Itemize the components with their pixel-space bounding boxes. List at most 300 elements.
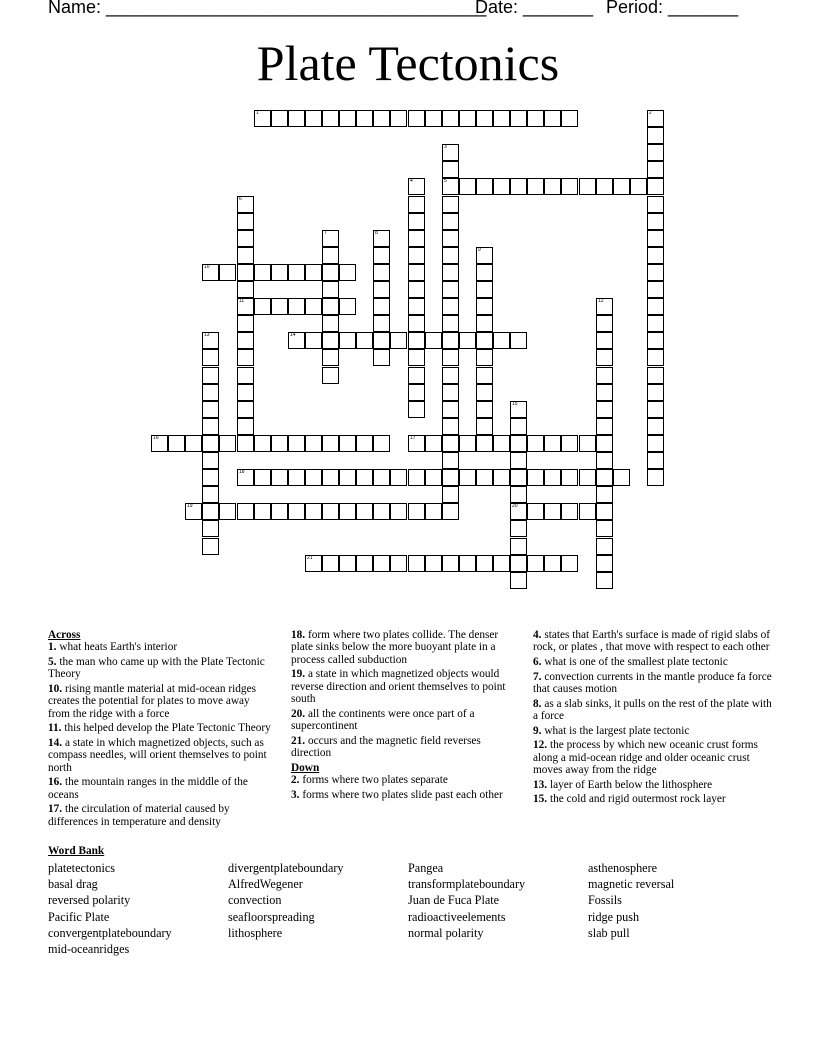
crossword-cell[interactable] xyxy=(202,538,219,555)
crossword-cell[interactable] xyxy=(510,418,527,435)
crossword-cell[interactable] xyxy=(476,555,493,572)
crossword-cell[interactable] xyxy=(647,178,664,195)
crossword-cell[interactable] xyxy=(339,332,356,349)
crossword-cell[interactable] xyxy=(510,435,527,452)
crossword-cell[interactable] xyxy=(288,503,305,520)
crossword-cell[interactable] xyxy=(408,401,425,418)
crossword-cell[interactable] xyxy=(390,555,407,572)
crossword-cell[interactable] xyxy=(373,349,390,366)
crossword-cell[interactable] xyxy=(390,110,407,127)
crossword-cell[interactable] xyxy=(237,384,254,401)
crossword-cell[interactable] xyxy=(596,298,613,315)
crossword-cell[interactable] xyxy=(322,367,339,384)
clue-across: 5. the man who came up with the Plate Tectonic Theory xyxy=(48,656,265,681)
crossword-cell[interactable] xyxy=(202,435,219,452)
crossword-cell[interactable] xyxy=(476,367,493,384)
crossword-cell[interactable] xyxy=(356,555,373,572)
crossword-cell[interactable] xyxy=(442,298,459,315)
crossword-cell[interactable] xyxy=(322,247,339,264)
crossword-cell[interactable] xyxy=(408,555,425,572)
crossword-cell[interactable] xyxy=(288,298,305,315)
crossword-cell[interactable] xyxy=(408,384,425,401)
crossword-cell[interactable] xyxy=(442,161,459,178)
crossword-cell[interactable] xyxy=(237,281,254,298)
crossword-cell[interactable] xyxy=(442,230,459,247)
crossword-cell[interactable] xyxy=(476,401,493,418)
crossword-cell[interactable] xyxy=(373,469,390,486)
clue-down: 12. the process by which new oceanic crust forms along a mid-ocean ridge and older oceanic crust moves away from the ridge xyxy=(533,739,758,776)
crossword-cell[interactable] xyxy=(237,247,254,264)
crossword-cell[interactable] xyxy=(202,520,219,537)
clue-number: 13 xyxy=(204,332,210,338)
crossword-cell[interactable] xyxy=(544,178,561,195)
crossword-cell[interactable] xyxy=(202,418,219,435)
word-bank-item: convection xyxy=(228,893,282,908)
crossword-cell[interactable] xyxy=(408,178,425,195)
crossword-cell[interactable] xyxy=(442,110,459,127)
word-bank-item: radioactiveelements xyxy=(408,909,506,924)
crossword-cell[interactable] xyxy=(476,110,493,127)
crossword-cell[interactable] xyxy=(425,332,442,349)
crossword-cell[interactable] xyxy=(510,178,527,195)
crossword-cell[interactable] xyxy=(237,332,254,349)
crossword-cell[interactable] xyxy=(202,486,219,503)
crossword-cell[interactable] xyxy=(596,520,613,537)
crossword-cell[interactable] xyxy=(322,281,339,298)
crossword-cell[interactable] xyxy=(510,452,527,469)
clue-number: 1 xyxy=(256,110,259,116)
crossword-cell[interactable] xyxy=(510,332,527,349)
crossword-cell[interactable] xyxy=(647,110,664,127)
crossword-cell[interactable] xyxy=(288,469,305,486)
crossword-cell[interactable] xyxy=(339,110,356,127)
crossword-cell[interactable] xyxy=(510,503,527,520)
crossword-cell[interactable] xyxy=(237,264,254,281)
crossword-cell[interactable] xyxy=(237,298,254,315)
crossword-cell[interactable] xyxy=(493,555,510,572)
word-bank-item: basal drag xyxy=(48,877,98,892)
name-field: Name: ______________________________________ xyxy=(48,0,487,17)
crossword-cell[interactable] xyxy=(373,555,390,572)
clue-number: 7 xyxy=(324,230,327,236)
crossword-cell[interactable] xyxy=(647,213,664,230)
crossword-cell[interactable] xyxy=(390,469,407,486)
crossword-cell[interactable] xyxy=(442,281,459,298)
crossword-cell[interactable] xyxy=(476,281,493,298)
crossword-cell[interactable] xyxy=(442,435,459,452)
crossword-cell[interactable] xyxy=(373,110,390,127)
crossword-cell[interactable] xyxy=(596,435,613,452)
crossword-cell[interactable] xyxy=(373,332,390,349)
crossword-cell[interactable] xyxy=(596,572,613,589)
crossword-cell[interactable] xyxy=(596,367,613,384)
crossword-cell[interactable] xyxy=(596,503,613,520)
crossword-cell[interactable] xyxy=(288,332,305,349)
crossword-cell[interactable] xyxy=(219,435,236,452)
crossword-cell[interactable] xyxy=(561,110,578,127)
crossword-cell[interactable] xyxy=(237,196,254,213)
clue-number: 16 xyxy=(153,435,159,441)
crossword-cell[interactable] xyxy=(493,469,510,486)
crossword-cell[interactable] xyxy=(596,401,613,418)
crossword-cell[interactable] xyxy=(305,435,322,452)
crossword-cell[interactable] xyxy=(237,401,254,418)
word-bank-item: convergentplateboundary xyxy=(48,925,172,940)
crossword-cell[interactable] xyxy=(305,110,322,127)
crossword-cell[interactable] xyxy=(596,178,613,195)
crossword-cell[interactable] xyxy=(185,435,202,452)
crossword-cell[interactable] xyxy=(288,110,305,127)
crossword-cell[interactable] xyxy=(390,503,407,520)
word-bank-item: AlfredWegener xyxy=(228,877,303,892)
crossword-cell[interactable] xyxy=(544,469,561,486)
crossword-cell[interactable] xyxy=(596,332,613,349)
crossword-cell[interactable] xyxy=(647,469,664,486)
crossword-cell[interactable] xyxy=(408,298,425,315)
crossword-cell[interactable] xyxy=(647,367,664,384)
crossword-cell[interactable] xyxy=(647,161,664,178)
crossword-cell[interactable] xyxy=(408,213,425,230)
crossword-cell[interactable] xyxy=(442,264,459,281)
crossword-cell[interactable] xyxy=(408,230,425,247)
crossword-cell[interactable] xyxy=(476,384,493,401)
clue-number: 20 xyxy=(512,503,518,509)
crossword-cell[interactable] xyxy=(630,178,647,195)
crossword-cell[interactable] xyxy=(151,435,168,452)
crossword-cell[interactable] xyxy=(476,349,493,366)
crossword-cell[interactable] xyxy=(527,469,544,486)
crossword-cell[interactable] xyxy=(339,469,356,486)
crossword-cell[interactable] xyxy=(647,315,664,332)
crossword-cell[interactable] xyxy=(254,435,271,452)
crossword-cell[interactable] xyxy=(510,572,527,589)
crossword-cell[interactable] xyxy=(408,196,425,213)
crossword-cell[interactable] xyxy=(442,367,459,384)
clue-number: 12 xyxy=(598,298,604,304)
crossword-cell[interactable] xyxy=(271,264,288,281)
crossword-cell[interactable] xyxy=(202,452,219,469)
crossword-cell[interactable] xyxy=(510,401,527,418)
crossword-cell[interactable] xyxy=(322,435,339,452)
clue-number: 5 xyxy=(444,178,447,184)
crossword-cell[interactable] xyxy=(647,401,664,418)
clue-across: 17. the circulation of material caused by differences in temperature and density xyxy=(48,803,230,828)
crossword-cell[interactable] xyxy=(237,435,254,452)
crossword-cell[interactable] xyxy=(168,435,185,452)
crossword-cell[interactable] xyxy=(254,298,271,315)
crossword-cell[interactable] xyxy=(647,281,664,298)
crossword-cell[interactable] xyxy=(613,178,630,195)
crossword-cell[interactable] xyxy=(561,178,578,195)
clue-across: 19. a state in which magnetized objects would reverse direction and orient themselves to point south xyxy=(291,668,506,706)
crossword-cell[interactable] xyxy=(202,503,219,520)
word-bank-item: Fossils xyxy=(588,893,622,908)
crossword-cell[interactable] xyxy=(425,503,442,520)
crossword-cell[interactable] xyxy=(561,503,578,520)
word-bank-item: asthenosphere xyxy=(588,861,658,875)
crossword-cell[interactable] xyxy=(647,264,664,281)
crossword-cell[interactable] xyxy=(271,298,288,315)
crossword-cell[interactable] xyxy=(442,418,459,435)
crossword-cell[interactable] xyxy=(476,264,493,281)
crossword-cell[interactable] xyxy=(202,384,219,401)
crossword-cell[interactable] xyxy=(202,264,219,281)
crossword-cell[interactable] xyxy=(408,110,425,127)
crossword-cell[interactable] xyxy=(442,486,459,503)
crossword-cell[interactable] xyxy=(339,503,356,520)
crossword-cell[interactable] xyxy=(288,264,305,281)
crossword-cell[interactable] xyxy=(237,213,254,230)
word-bank-item: platetectonics xyxy=(48,861,116,875)
crossword-cell[interactable] xyxy=(373,315,390,332)
crossword-cell[interactable] xyxy=(373,298,390,315)
crossword-cell[interactable] xyxy=(459,435,476,452)
crossword-cell[interactable] xyxy=(356,332,373,349)
crossword-cell[interactable] xyxy=(425,435,442,452)
crossword-cell[interactable] xyxy=(254,503,271,520)
crossword-cell[interactable] xyxy=(408,435,425,452)
crossword-cell[interactable] xyxy=(510,486,527,503)
clue-number: 2 xyxy=(649,110,652,116)
crossword-cell[interactable] xyxy=(442,452,459,469)
crossword-cell[interactable] xyxy=(442,401,459,418)
crossword-cell[interactable] xyxy=(237,349,254,366)
crossword-cell[interactable] xyxy=(459,469,476,486)
crossword-cell[interactable] xyxy=(322,555,339,572)
crossword-cell[interactable] xyxy=(305,332,322,349)
crossword-cell[interactable] xyxy=(254,469,271,486)
crossword-cell[interactable] xyxy=(322,264,339,281)
crossword-cell[interactable] xyxy=(408,332,425,349)
crossword-cell[interactable] xyxy=(202,469,219,486)
crossword-cell[interactable] xyxy=(579,503,596,520)
crossword-cell[interactable] xyxy=(579,469,596,486)
crossword-cell[interactable] xyxy=(442,469,459,486)
crossword-cell[interactable] xyxy=(476,298,493,315)
crossword-cell[interactable] xyxy=(425,469,442,486)
crossword-cell[interactable] xyxy=(476,418,493,435)
crossword-cell[interactable] xyxy=(322,298,339,315)
crossword-cell[interactable] xyxy=(561,555,578,572)
crossword-cell[interactable] xyxy=(339,264,356,281)
crossword-cell[interactable] xyxy=(322,503,339,520)
crossword-cell[interactable] xyxy=(527,555,544,572)
crossword-cell[interactable] xyxy=(476,315,493,332)
crossword-cell[interactable] xyxy=(442,196,459,213)
crossword-cell[interactable] xyxy=(647,418,664,435)
crossword-cell[interactable] xyxy=(442,503,459,520)
crossword-cell[interactable] xyxy=(271,469,288,486)
crossword-cell[interactable] xyxy=(476,178,493,195)
crossword-cell[interactable] xyxy=(305,264,322,281)
crossword-cell[interactable] xyxy=(459,178,476,195)
crossword-cell[interactable] xyxy=(288,435,305,452)
crossword-cell[interactable] xyxy=(510,538,527,555)
crossword-cell[interactable] xyxy=(408,503,425,520)
crossword-cell[interactable] xyxy=(442,144,459,161)
crossword-cell[interactable] xyxy=(596,452,613,469)
crossword-cell[interactable] xyxy=(202,401,219,418)
crossword-cell[interactable] xyxy=(185,503,202,520)
crossword-cell[interactable] xyxy=(305,298,322,315)
crossword-cell[interactable] xyxy=(237,230,254,247)
crossword-cell[interactable] xyxy=(596,555,613,572)
crossword-cell[interactable] xyxy=(647,349,664,366)
crossword-cell[interactable] xyxy=(373,264,390,281)
crossword-cell[interactable] xyxy=(544,503,561,520)
crossword-cell[interactable] xyxy=(373,503,390,520)
crossword-cell[interactable] xyxy=(647,230,664,247)
crossword-cell[interactable] xyxy=(510,555,527,572)
crossword-cell[interactable] xyxy=(544,110,561,127)
crossword-cell[interactable] xyxy=(373,230,390,247)
crossword-cell[interactable] xyxy=(476,469,493,486)
crossword-cell[interactable] xyxy=(356,469,373,486)
crossword-cell[interactable] xyxy=(527,503,544,520)
clue-number: 6 xyxy=(239,196,242,202)
crossword-cell[interactable] xyxy=(356,435,373,452)
crossword-cell[interactable] xyxy=(356,503,373,520)
crossword-cell[interactable] xyxy=(476,247,493,264)
crossword-cell[interactable] xyxy=(322,332,339,349)
crossword-cell[interactable] xyxy=(202,349,219,366)
crossword-cell[interactable] xyxy=(339,555,356,572)
crossword-cell[interactable] xyxy=(647,298,664,315)
crossword-cell[interactable] xyxy=(237,315,254,332)
crossword-cell[interactable] xyxy=(647,332,664,349)
crossword-cell[interactable] xyxy=(647,452,664,469)
crossword-cell[interactable] xyxy=(442,178,459,195)
crossword-cell[interactable] xyxy=(425,555,442,572)
crossword-cell[interactable] xyxy=(322,469,339,486)
crossword-cell[interactable] xyxy=(322,110,339,127)
crossword-cell[interactable] xyxy=(493,435,510,452)
crossword-cell[interactable] xyxy=(408,281,425,298)
crossword-cell[interactable] xyxy=(544,435,561,452)
clue-number: 11 xyxy=(239,298,245,304)
crossword-cell[interactable] xyxy=(613,469,630,486)
crossword-cell[interactable] xyxy=(510,110,527,127)
crossword-cell[interactable] xyxy=(339,298,356,315)
crossword-cell[interactable] xyxy=(202,367,219,384)
crossword-cell[interactable] xyxy=(596,469,613,486)
crossword-cell[interactable] xyxy=(596,384,613,401)
crossword-cell[interactable] xyxy=(442,555,459,572)
word-bank-column xyxy=(48,860,172,957)
crossword-cell[interactable] xyxy=(647,144,664,161)
crossword-cell[interactable] xyxy=(373,281,390,298)
crossword-cell[interactable] xyxy=(459,110,476,127)
crossword-cell[interactable] xyxy=(322,230,339,247)
crossword-cell[interactable] xyxy=(237,418,254,435)
crossword-cell[interactable] xyxy=(219,264,236,281)
crossword-cell[interactable] xyxy=(237,469,254,486)
word-bank-item: magnetic reversal xyxy=(588,877,675,892)
crossword-cell[interactable] xyxy=(442,247,459,264)
crossword-cell[interactable] xyxy=(322,315,339,332)
crossword-cell[interactable] xyxy=(493,178,510,195)
crossword-cell[interactable] xyxy=(408,247,425,264)
crossword-cell[interactable] xyxy=(442,315,459,332)
crossword-cell[interactable] xyxy=(561,469,578,486)
crossword-cell[interactable] xyxy=(647,127,664,144)
crossword-cell[interactable] xyxy=(527,110,544,127)
crossword-cell[interactable] xyxy=(237,367,254,384)
crossword-cell[interactable] xyxy=(442,384,459,401)
crossword-cell[interactable] xyxy=(408,349,425,366)
crossword-cell[interactable] xyxy=(271,435,288,452)
crossword-cell[interactable] xyxy=(459,555,476,572)
clue-number: 19 xyxy=(187,503,193,509)
crossword-cell[interactable] xyxy=(305,555,322,572)
crossword-cell[interactable] xyxy=(476,332,493,349)
crossword-cell[interactable] xyxy=(373,247,390,264)
crossword-cell[interactable] xyxy=(510,469,527,486)
crossword-cell[interactable] xyxy=(425,110,442,127)
crossword-cell[interactable] xyxy=(442,213,459,230)
crossword-cell[interactable] xyxy=(493,110,510,127)
crossword-cell[interactable] xyxy=(596,315,613,332)
crossword-cell[interactable] xyxy=(254,264,271,281)
crossword-cell[interactable] xyxy=(408,367,425,384)
crossword-cell[interactable] xyxy=(408,264,425,281)
crossword-cell[interactable] xyxy=(408,315,425,332)
clue-number: 17 xyxy=(410,435,416,441)
crossword-cell[interactable] xyxy=(271,110,288,127)
crossword-cell[interactable] xyxy=(373,435,390,452)
clue-down: 4. states that Earth's surface is made of rigid slabs of rock, or plates , that move with respect to each other xyxy=(533,629,771,654)
crossword-cell[interactable] xyxy=(596,486,613,503)
word-bank-item: Pacific Plate xyxy=(48,909,110,924)
crossword-cell[interactable] xyxy=(356,110,373,127)
crossword-cell[interactable] xyxy=(561,435,578,452)
crossword-cell[interactable] xyxy=(596,538,613,555)
crossword-cell[interactable] xyxy=(202,332,219,349)
crossword-cell[interactable] xyxy=(596,418,613,435)
crossword-cell[interactable] xyxy=(647,196,664,213)
crossword-cell[interactable] xyxy=(219,503,236,520)
across-heading: Across xyxy=(48,629,81,641)
crossword-cell[interactable] xyxy=(442,332,459,349)
crossword-cell[interactable] xyxy=(322,349,339,366)
crossword-cell[interactable] xyxy=(476,435,493,452)
crossword-cell[interactable] xyxy=(527,178,544,195)
crossword-cell[interactable] xyxy=(579,435,596,452)
crossword-cell[interactable] xyxy=(390,332,407,349)
crossword-cell[interactable] xyxy=(339,435,356,452)
crossword-cell[interactable] xyxy=(647,435,664,452)
word-bank-item: lithosphere xyxy=(228,925,283,940)
crossword-cell[interactable] xyxy=(647,384,664,401)
crossword-cell[interactable] xyxy=(527,435,544,452)
down-heading: Down xyxy=(291,761,320,774)
crossword-cell[interactable] xyxy=(579,178,596,195)
crossword-cell[interactable] xyxy=(254,110,271,127)
crossword-cell[interactable] xyxy=(510,520,527,537)
crossword-cell[interactable] xyxy=(305,469,322,486)
crossword-cell[interactable] xyxy=(459,332,476,349)
clue-number: 21 xyxy=(307,555,313,561)
crossword-cell[interactable] xyxy=(647,247,664,264)
crossword-cell[interactable] xyxy=(237,503,254,520)
crossword-cell[interactable] xyxy=(493,332,510,349)
crossword-cell[interactable] xyxy=(442,349,459,366)
crossword-cell[interactable] xyxy=(271,503,288,520)
crossword-cell[interactable] xyxy=(544,555,561,572)
crossword-cell[interactable] xyxy=(408,469,425,486)
crossword-cell[interactable] xyxy=(596,349,613,366)
crossword-cell[interactable] xyxy=(305,503,322,520)
